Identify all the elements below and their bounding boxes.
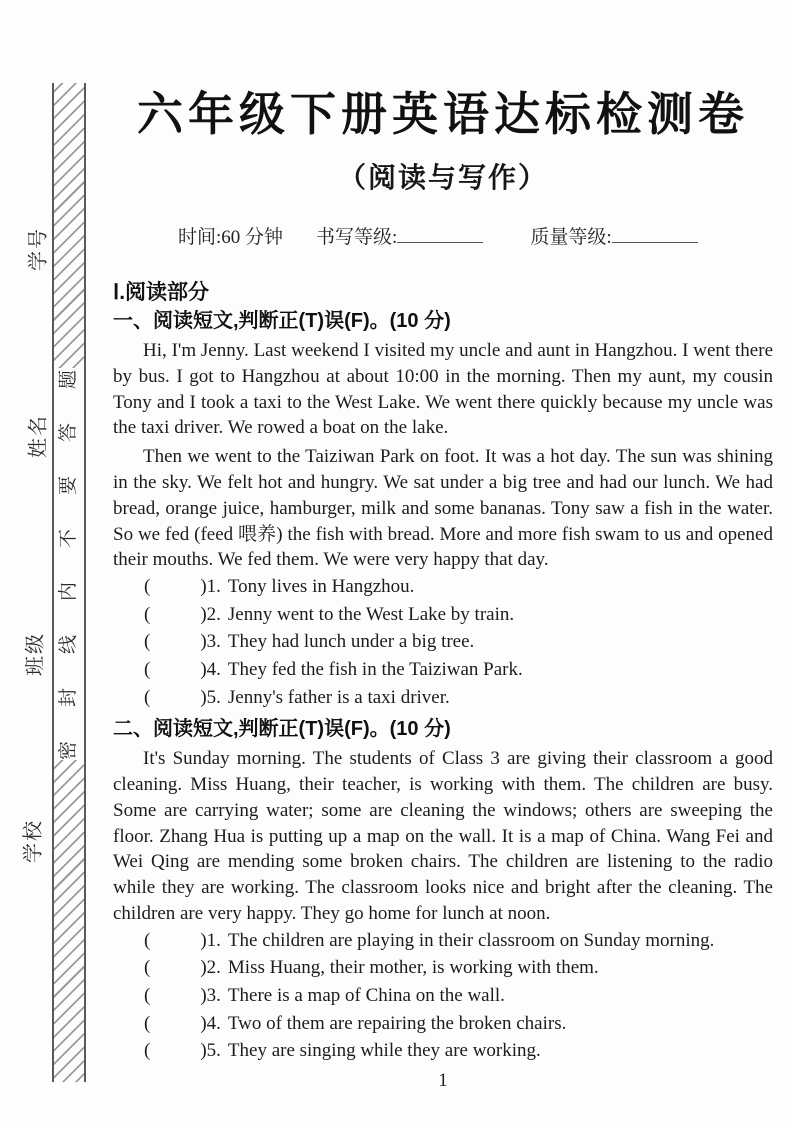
answer-blank-close: ) bbox=[200, 658, 207, 680]
section-2-heading: 二、阅读短文,判断正(T)误(F)。(10 分) bbox=[113, 718, 451, 741]
seal-label-text: 姓名 bbox=[27, 414, 50, 458]
seal-label-text: 班级 bbox=[24, 632, 47, 676]
seal-notice-char: 题 bbox=[58, 369, 80, 390]
seal-label-text: 学号 bbox=[27, 227, 50, 271]
answer-blank-close: ) bbox=[200, 929, 207, 951]
tf-question bbox=[113, 684, 773, 712]
answer-blank-close: ) bbox=[200, 984, 207, 1006]
answer-blank-close: ) bbox=[200, 631, 207, 653]
question-number: 5. bbox=[206, 1040, 221, 1062]
section-1-heading: 一、阅读短文,判断正(T)误(F)。(10 分) bbox=[113, 310, 451, 332]
answer-blank-open: ( bbox=[144, 1012, 151, 1034]
part-1-header: Ⅰ.阅读部分 bbox=[113, 281, 210, 304]
seal-notice-char: 不 bbox=[58, 528, 80, 549]
answer-blank-close: ) bbox=[200, 957, 207, 979]
seal-hatch-top bbox=[54, 83, 84, 368]
answer-blank-close: ) bbox=[200, 1012, 207, 1034]
answer-blank-open: ( bbox=[144, 957, 151, 979]
seal-hatch-bottom bbox=[54, 760, 84, 1082]
question-text: Jenny's father is a taxi driver. bbox=[227, 686, 450, 708]
page-number: 1 bbox=[438, 1070, 448, 1091]
exam-content bbox=[113, 0, 773, 1091]
tf-question bbox=[113, 1010, 773, 1038]
answer-blank-open: ( bbox=[144, 984, 151, 1006]
tf-question bbox=[113, 1037, 773, 1065]
seal-notice-char: 要 bbox=[58, 475, 80, 496]
answer-blank-close: ) bbox=[200, 1040, 207, 1062]
question-text: Jenny went to the West Lake by train. bbox=[227, 603, 515, 625]
question-text: The children are playing in their classroom on Sunday morning. bbox=[227, 929, 715, 951]
exam-info-line bbox=[113, 223, 773, 251]
quality-grade-field bbox=[530, 223, 697, 251]
writing-grade-blank bbox=[397, 223, 483, 243]
question-number: 5. bbox=[206, 686, 221, 708]
writing-grade-label: 书写等级: bbox=[316, 227, 398, 248]
passage-paragraph: Hi, I'm Jenny. Last weekend I visited my uncle and aunt in Hangzhou. I went there by bus. I got to Hangzhou at about 10:00 in the morning. Then my aunt, my cousin Tony and I took a taxi to the West Lake. We went there quickly because my uncle was the taxi driver. We rowed a boat on the lake. bbox=[113, 340, 773, 439]
passage-paragraph: It's Sunday morning. The students of Class 3 are giving their classroom a good cleaning. Miss Huang, their teacher, is working with them. The children are busy. Some are carrying water; some are cleaning the windows; others are sweeping the floor. Zhang Hua is putting up a map on the wall. It is a map of China. Wang Fei and Wei Qing are mending some broken chairs. The children are listening to the radio while they are working. The classroom looks nice and bright after the cleaning. The children are very happy. They go home for lunch at noon. bbox=[113, 748, 773, 924]
writing-grade-field bbox=[316, 223, 483, 251]
seal-label-text: 学校 bbox=[22, 819, 45, 863]
time-limit-label: 时间:60 分钟 bbox=[178, 227, 284, 248]
seal-notice-char: 内 bbox=[58, 581, 80, 602]
answer-blank-open: ( bbox=[144, 1040, 151, 1062]
page-subtitle: （阅读与写作） bbox=[337, 162, 548, 193]
question-number: 4. bbox=[206, 658, 221, 680]
answer-blank-open: ( bbox=[144, 576, 151, 598]
question-number: 1. bbox=[206, 929, 221, 951]
question-number: 4. bbox=[206, 1012, 221, 1034]
question-number: 3. bbox=[206, 984, 221, 1006]
seal-line-strip bbox=[52, 83, 86, 1082]
seal-notice-char: 答 bbox=[58, 422, 80, 443]
question-text: They are singing while they are working. bbox=[227, 1040, 541, 1062]
question-text: Miss Huang, their mother, is working with them. bbox=[227, 957, 599, 979]
answer-blank-open: ( bbox=[144, 929, 151, 951]
tf-question bbox=[113, 656, 773, 684]
quality-grade-blank bbox=[612, 223, 698, 243]
tf-question bbox=[113, 601, 773, 629]
question-number: 1. bbox=[206, 576, 221, 598]
tf-question bbox=[113, 954, 773, 982]
seal-notice-char: 密 bbox=[58, 740, 80, 761]
question-text: They had lunch under a big tree. bbox=[227, 631, 475, 653]
tf-question bbox=[113, 628, 773, 656]
tf-question bbox=[113, 982, 773, 1010]
seal-notice-text bbox=[54, 370, 84, 760]
answer-blank-close: ) bbox=[200, 686, 207, 708]
question-number: 2. bbox=[206, 957, 221, 979]
question-text: Two of them are repairing the broken chairs. bbox=[227, 1012, 567, 1034]
tf-question bbox=[113, 927, 773, 955]
tf-question bbox=[113, 573, 773, 601]
seal-notice-char: 封 bbox=[58, 687, 80, 708]
answer-blank-open: ( bbox=[144, 603, 151, 625]
answer-blank-open: ( bbox=[144, 686, 151, 708]
question-number: 3. bbox=[206, 631, 221, 653]
question-text: There is a map of China on the wall. bbox=[227, 984, 505, 1006]
question-text: Tony lives in Hangzhou. bbox=[227, 576, 415, 598]
answer-blank-open: ( bbox=[144, 658, 151, 680]
seal-notice-char: 线 bbox=[58, 634, 80, 655]
answer-blank-open: ( bbox=[144, 631, 151, 653]
answer-blank-close: ) bbox=[200, 603, 207, 625]
page-title: 六年级下册英语达标检测卷 bbox=[137, 88, 749, 140]
answer-blank-close: ) bbox=[200, 576, 207, 598]
quality-grade-label: 质量等级: bbox=[530, 227, 612, 248]
passage-paragraph: Then we went to the Taiziwan Park on foot. It was a hot day. The sun was shining in the sky. We felt hot and hungry. We sat under a big tree and had our lunch. We had bread, orange juice, hamburger, milk and some bananas. Tony saw a fish in the water. So we fed (feed 喂养) the fish with bread. More and more fish swam to us and opened their mouths. We fed them. We were very happy that day. bbox=[113, 446, 773, 571]
question-text: They fed the fish in the Taiziwan Park. bbox=[227, 658, 523, 680]
question-number: 2. bbox=[206, 603, 221, 625]
